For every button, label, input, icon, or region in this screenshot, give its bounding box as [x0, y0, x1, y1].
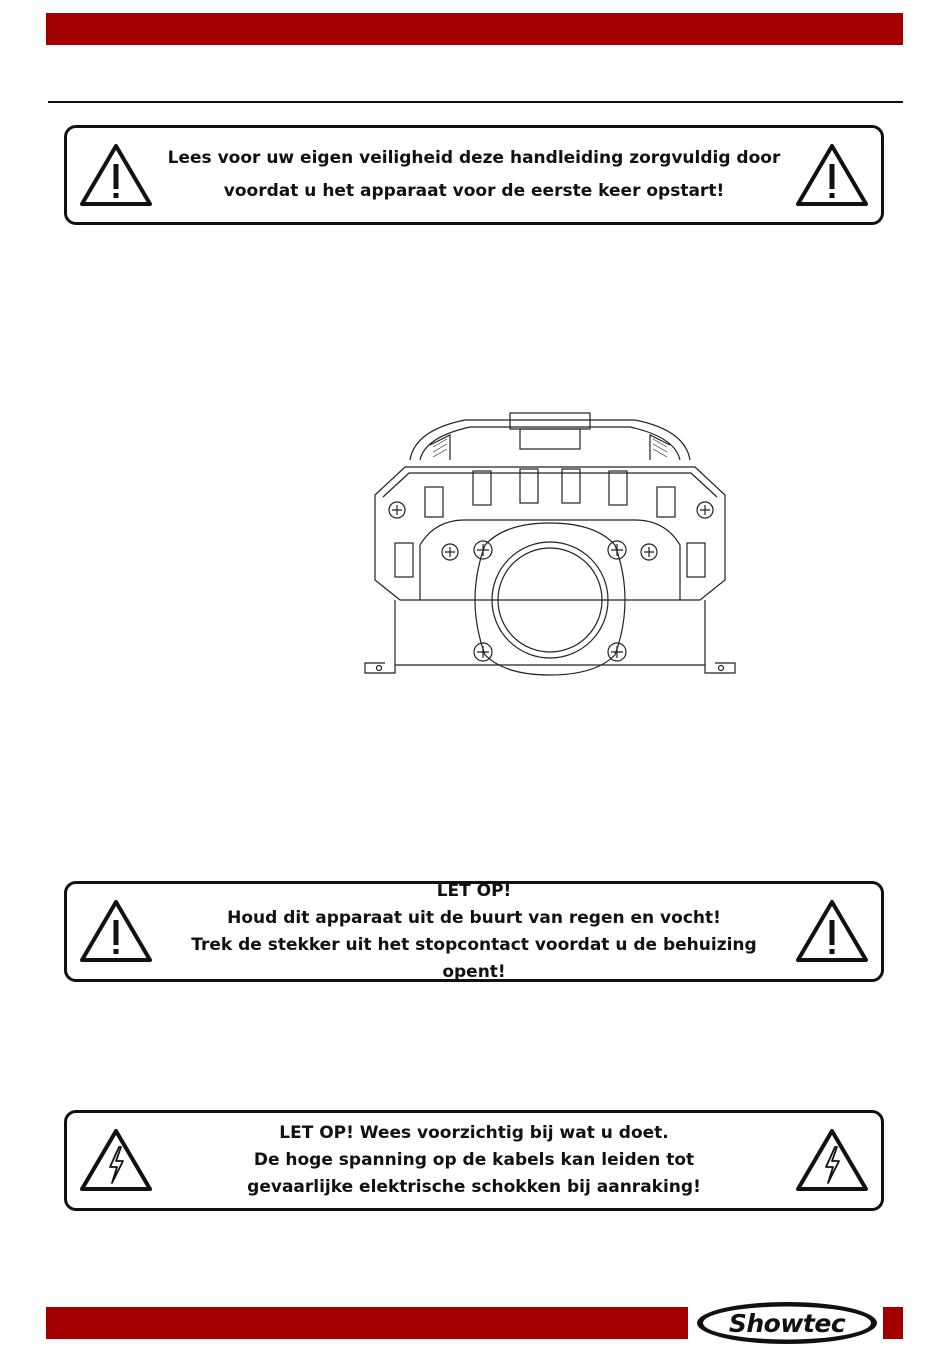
warning-heading: LET OP! Wees voorzichtig bij wat u doet. [279, 1123, 669, 1143]
warning-text-line: Lees voor uw eigen veiligheid deze handleiding zorgvuldig door [167, 148, 781, 168]
warning-heading: LET OP! [436, 880, 512, 901]
exclamation-triangle-icon [79, 142, 153, 208]
warning-text-line: voordat u het apparaat voor de eerste keer opstart! [223, 181, 725, 201]
safety-warning-box [64, 125, 884, 225]
svg-text:Showtec: Showtec [728, 1309, 846, 1338]
warning-text-line: gevaarlijke elektrische schokken bij aanraking! [247, 1177, 701, 1197]
showtec-logo [694, 1299, 880, 1347]
fixture-illustration [355, 405, 745, 695]
warning-text-line: De hoge spanning op de kabels kan leiden tot [253, 1150, 695, 1170]
moisture-warning-box [64, 881, 884, 982]
exclamation-triangle-icon [795, 142, 869, 208]
exclamation-triangle-icon [79, 898, 153, 964]
header-bar [46, 13, 903, 45]
warning-text-line: Trek de stekker uit het stopcontact voordat u de behuizing opent! [191, 934, 757, 982]
exclamation-triangle-icon [795, 898, 869, 964]
high-voltage-warning-box [64, 1110, 884, 1211]
warning-text-line: Houd dit apparaat uit de buurt van regen en vocht! [227, 907, 721, 928]
header-rule [48, 101, 903, 103]
high-voltage-triangle-icon [795, 1127, 869, 1193]
high-voltage-triangle-icon [79, 1127, 153, 1193]
